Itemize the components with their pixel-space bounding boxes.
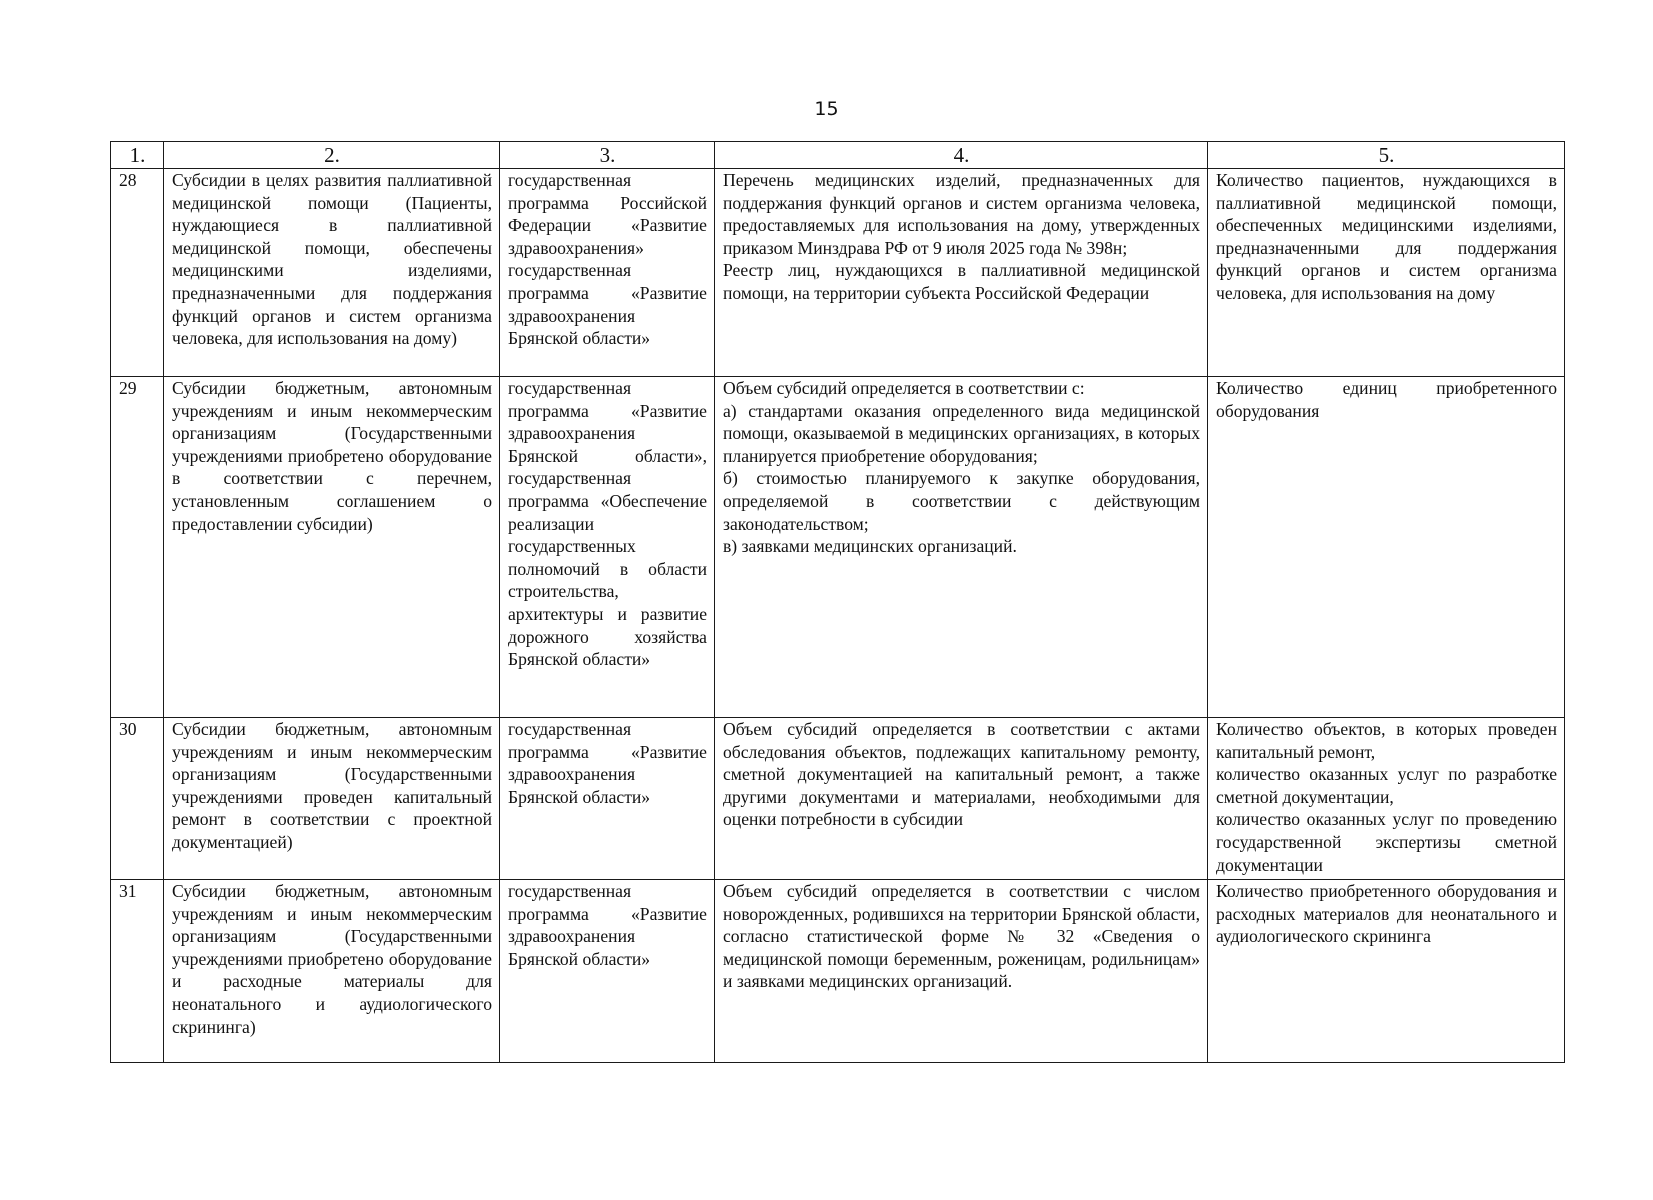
program-name: государственная программа «Развитие здравоохранения Брянской области» [500,880,715,1063]
row-number: 31 [111,880,164,1063]
row-number: 29 [111,377,164,718]
calculation-basis: Объем субсидий определяется в соответствии с актами обследования объектов, подлежащих капитальному ремонту, сметной документацией на капитальный ремонт, а также другими документами и материалами, необходимыми для оценки потребности в субсидии [715,718,1208,880]
subsidy-table [110,141,1565,1063]
result-indicator: Количество приобретенного оборудования и расходных материалов для неонатального и аудиологического скрининга [1208,880,1565,1063]
page-number: 15 [814,98,839,120]
header-col-3: 3. [500,142,715,169]
subsidy-description: Субсидии бюджетным, автономным учреждениям и иным некоммерческим организациям (Государственными учреждениями приобретено оборудование в соответствии с перечнем, установленным соглашением о предоставлении субсидии) [164,377,500,718]
subsidy-description: Субсидии в целях развития паллиативной медицинской помощи (Пациенты, нуждающиеся в паллиативной медицинской помощи, обеспечены медицинскими изделиями, предназначенными для поддержания функций органов и систем организма человека, для использования на дому) [164,169,500,377]
subsidy-description: Субсидии бюджетным, автономным учреждениям и иным некоммерческим организациям (Государственными учреждениями проведен капитальный ремонт в соответствии с проектной документацией) [164,718,500,880]
header-col-2: 2. [164,142,500,169]
table-row [111,880,1565,1063]
table-row [111,718,1565,880]
program-name: государственная программа Российской Федерации «Развитие здравоохранения» государственная программа «Развитие здравоохранения Брянской области» [500,169,715,377]
subsidy-description: Субсидии бюджетным, автономным учреждениям и иным некоммерческим организациям (Государственными учреждениями приобретено оборудование и расходные материалы для неонатального и аудиологического скрининга) [164,880,500,1063]
table-row [111,169,1565,377]
calculation-basis: Объем субсидий определяется в соответствии с числом новорожденных, родившихся на территории Брянской области, согласно статистической форме № 32 «Сведения о медицинской помощи беременным, роженицам, родильницам» и заявками медицинских организаций. [715,880,1208,1063]
result-indicator: Количество пациентов, нуждающихся в паллиативной медицинской помощи, обеспеченных медицинскими изделиями, предназначенными для поддержания функций органов и систем организма человека, для использования на дому [1208,169,1565,377]
result-indicator: Количество объектов, в которых проведен капитальный ремонт, количество оказанных услуг по разработке сметной документации, количество оказанных услуг по проведению государственной экспертизы сметной документации [1208,718,1565,880]
program-name: государственная программа «Развитие здравоохранения Брянской области», государственная программа «Обеспечение реализации государственных полномочий в области строительства, архитектуры и развитие дорожного хозяйства Брянской области» [500,377,715,718]
row-number: 30 [111,718,164,880]
table-header-row [111,142,1565,169]
calculation-basis: Перечень медицинских изделий, предназначенных для поддержания функций органов и систем организма человека, предоставляемых для использования на дому, утвержденных приказом Минздрава РФ от 9 июля 2025 года № 398н; Реестр лиц, нуждающихся в паллиативной медицинской помощи, на территории субъекта Российской Федерации [715,169,1208,377]
header-col-1: 1. [111,142,164,169]
program-name: государственная программа «Развитие здравоохранения Брянской области» [500,718,715,880]
calculation-basis: Объем субсидий определяется в соответствии с: а) стандартами оказания определенного вида медицинской помощи, оказываемой в медицинских организациях, в которых планируется приобретение оборудования; б) стоимостью планируемого к закупке оборудования, определяемой в соответствии с действующим законодательством; в) заявками медицинских организаций. [715,377,1208,718]
header-col-5: 5. [1208,142,1565,169]
header-col-4: 4. [715,142,1208,169]
result-indicator: Количество единиц приобретенного оборудования [1208,377,1565,718]
row-number: 28 [111,169,164,377]
table-row [111,377,1565,718]
